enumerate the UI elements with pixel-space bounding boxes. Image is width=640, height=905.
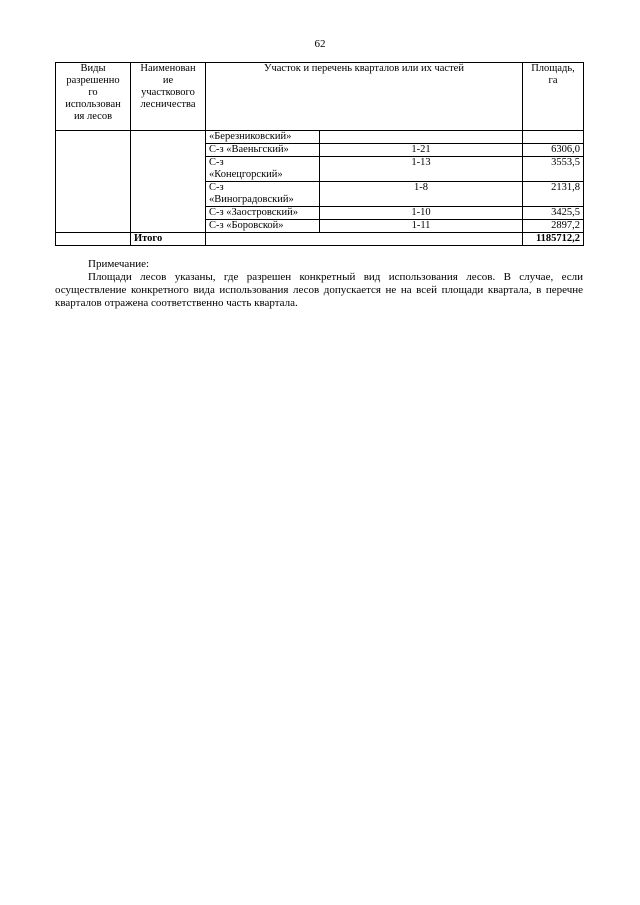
- site-cell: С-з «Заостровский»: [206, 207, 320, 220]
- area-cell: [523, 131, 584, 144]
- quarters-cell: 1-13: [320, 157, 523, 182]
- use-type-cell: [56, 131, 131, 233]
- area-cell: 2131,8: [523, 182, 584, 207]
- note-title: Примечание:: [88, 258, 150, 270]
- quarters-cell: 1-10: [320, 207, 523, 220]
- header-area: Площадь, га: [523, 63, 584, 131]
- area-cell: 3553,5: [523, 157, 584, 182]
- area-cell: 2897,2: [523, 220, 584, 233]
- quarters-cell: [320, 131, 523, 144]
- quarters-cell: 1-8: [320, 182, 523, 207]
- total-empty-span: [206, 233, 523, 246]
- site-cell: С-з «Ваеньгский»: [206, 144, 320, 157]
- header-forestry-name: Наименован ие участкового лесничества: [131, 63, 206, 131]
- note-text: Площади лесов указаны, где разрешен конкретный вид использования лесов. В случае, если осуществление конкретного вида использования лесов допускается не на всей площади квартала, в перечне кварталов отражена соответственно часть квартала.: [55, 271, 583, 309]
- forest-use-table: [55, 62, 584, 246]
- site-cell: С-з «Боровской»: [206, 220, 320, 233]
- site-cell: С-з «Конецгорский»: [206, 157, 320, 182]
- total-area: 1185712,2: [523, 233, 584, 246]
- area-cell: 6306,0: [523, 144, 584, 157]
- page-number: 62: [314, 38, 326, 50]
- total-label: Итого: [131, 233, 206, 246]
- forestry-cell: [131, 131, 206, 233]
- area-cell: 3425,5: [523, 207, 584, 220]
- table-row: [56, 131, 584, 144]
- quarters-cell: 1-21: [320, 144, 523, 157]
- site-cell: С-з «Виноградовский»: [206, 182, 320, 207]
- total-row: [56, 233, 584, 246]
- header-use-types: Виды разрешенно го использован ия лесов: [56, 63, 131, 131]
- quarters-cell: 1-11: [320, 220, 523, 233]
- total-empty-cell: [56, 233, 131, 246]
- header-site-quarters: Участок и перечень кварталов или их частей: [206, 63, 523, 131]
- site-cell: «Березниковский»: [206, 131, 320, 144]
